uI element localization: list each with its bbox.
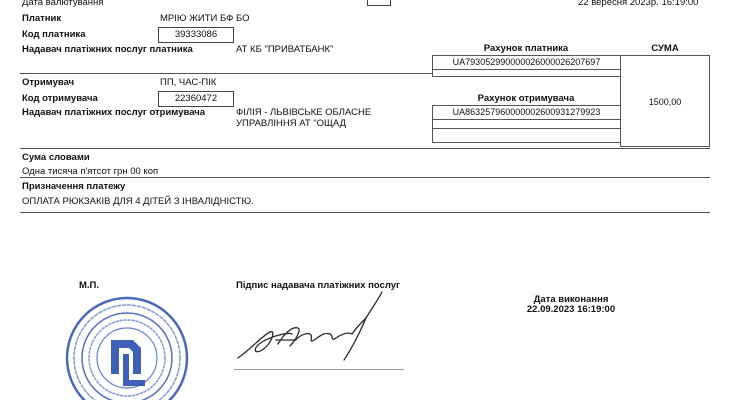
execution-date: 22.09.2023 16:19:00 [526,304,616,315]
signature-icon [232,288,412,368]
signature-label: Підпис надавача платіжних послуг [236,280,400,291]
document-date: 22 вересня 2023р. 16:19:00 [578,0,699,8]
amount-header: СУМА [651,43,679,54]
purpose-divider [20,212,710,213]
payer-divider [20,73,432,74]
payer-name: МРІЮ ЖИТИ БФ БО [160,13,250,24]
purpose-value: ОПЛАТА РЮКЗАКІВ ДЛЯ 4 ДІТЕЙ З ІНВАЛІДНІСТЮ. [22,196,254,207]
bank-stamp-icon [63,294,191,400]
recipient-bank-line2: УПРАВЛІННЯ АТ "ОЩАД [236,118,347,129]
currency-date-box [367,0,391,6]
amount-words-value: Одна тисяча п'ятсот грн 00 коп [22,166,159,177]
payer-account-extra [432,69,621,77]
payer-code: 39333086 [158,27,234,43]
recipient-code-label: Код отримувача [22,93,98,104]
amount-value: 1500,00 [620,55,710,147]
stamp-label: М.П. [79,280,100,291]
recipient-label: Отримувач [22,77,75,88]
execution-label: Дата виконання [533,294,609,305]
recipient-bank-line1: ФІЛІЯ - ЛЬВІВСЬКЕ ОБЛАСНЕ [236,107,372,118]
recipient-account-extra-2 [432,128,621,143]
recipient-account-header: Рахунок отримувача [477,93,575,104]
amount-words-divider [20,177,710,178]
payer-account-header: Рахунок платника [483,43,569,54]
payer-label: Платник [22,13,62,24]
payer-account: UA793052990000026000026207697 [432,55,621,70]
purpose-label: Призначення платежу [22,181,126,192]
currency-date-label: Дата валютування [22,0,104,8]
recipient-bank-label: Надавач платіжних послуг отримувача [22,107,206,118]
payer-code-label: Код платника [22,29,86,40]
recipient-account: UA863257960000002600931279923 [432,105,621,120]
recipient-divider [20,148,710,149]
recipient-name: ПП, ЧАС-ПІК [160,77,217,88]
payer-bank-label: Надавач платіжних послуг платника [22,44,193,55]
recipient-code: 22360472 [158,91,234,107]
payer-bank: АТ КБ "ПРИВАТБАНК" [236,44,334,55]
amount-words-label: Сума словами [22,152,90,163]
signature-line [234,369,404,370]
